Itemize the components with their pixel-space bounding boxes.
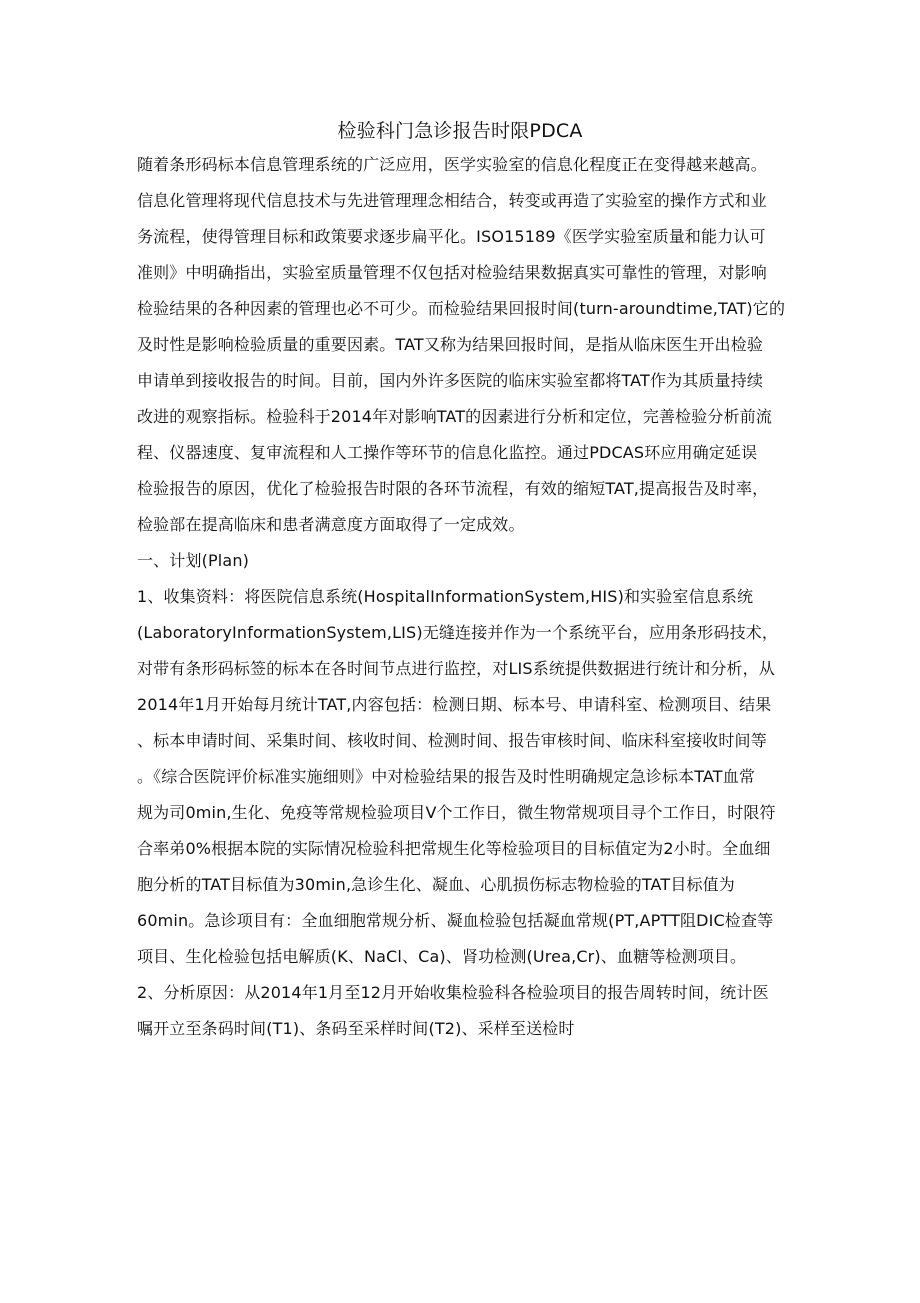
text-line: 合率弟0%根据本院的实际情况检验科把常规生化等检验项目的目标值定为2小时。全血细 (137, 839, 771, 858)
text-line: 准则》中明确指出，实验室质量管理不仅包括对检验结果数据真实可靠性的管理，对影响 (137, 263, 767, 282)
text-line: 检验部在提高临床和患者满意度方面取得了一定成效。 (137, 515, 525, 534)
text-line: 检验报告的原因，优化了检验报告时限的各环节流程，有效的缩短TAT,提高报告及时率， (137, 479, 769, 498)
text-line: 1、收集资料：将医院信息系统(HospitalInformationSystem,HIS)和实验室信息系统 (137, 587, 754, 606)
text-line: 申请单到接收报告的时间。目前，国内外许多医院的临床实验室都将TAT作为其质量持续 (137, 371, 764, 390)
text-line: 随着条形码标本信息管理系统的广泛应用，医学实验室的信息化程度正在变得越来越高。 (137, 155, 767, 174)
text-line: (LaboratoryInformationSystem,LIS)无缝连接并作为一个系统平台，应用条形码技术， (137, 623, 779, 642)
section-heading: 一、计划(Plan) (137, 551, 250, 570)
text-line: 项目、生化检验包括电解质(K、NaCl、Ca)、肾功检测(Urea,Cr)、血糖等检测项目。 (137, 947, 747, 966)
text-line: 、标本申请时间、采集时间、核收时间、检测时间、报告审核时间、临床科室接收时间等 (137, 731, 767, 750)
text-line: 检验结果的各种因素的管理也必不可少。而检验结果回报时间(turn-aroundtime,TAT)它的 (137, 299, 786, 318)
text-line: 2、分析原因：从2014年1月至12月开始收集检验科各检验项目的报告周转时间，统计医 (137, 983, 769, 1002)
text-line: 信息化管理将现代信息技术与先进管理理念相结合，转变或再造了实验室的操作方式和业 (137, 191, 767, 210)
document-title: 检验科门急诊报告时限PDCA (337, 120, 583, 142)
text-line: 2014年1月开始每月统计TAT,内容包括：检测日期、标本号、申请科室、检测项目、结果 (137, 695, 772, 714)
text-line: 程、仪器速度、复审流程和人工操作等环节的信息化监控。通过PDCAS环应用确定延误 (137, 443, 758, 462)
text-line: 胞分析的TAT目标值为30min,急诊生化、凝血、心肌损伤标志物检验的TAT目标值为 (137, 875, 735, 894)
text-line: 嘱开立至条码时间(T1)、条码至采样时间(T2)、采样至送检时 (137, 1019, 575, 1038)
text-line: 对带有条形码标签的标本在各时间节点进行监控，对LIS系统提供数据进行统计和分析，从 (137, 659, 775, 678)
text-line: 及时性是影响检验质量的重要因素。TAT又称为结果回报时间，是指从临床医生开出检验 (137, 335, 764, 354)
text-line: 。《综合医院评价标准实施细则》中对检验结果的报告及时性明确规定急诊标本TAT血常 (137, 767, 756, 786)
text-line: 规为司0min,生化、免疫等常规检验项目V个工作日，微生物常规项目寻个工作日，时限符 (137, 803, 776, 822)
text-line: 60min。急诊项目有：全血细胞常规分析、凝血检验包括凝血常规(PT,APTT阻DIC检查等 (137, 911, 774, 930)
text-line: 务流程，使得管理目标和政策要求逐步扁平化。ISO15189《医学实验室质量和能力认可 (137, 227, 766, 246)
text-line: 改进的观察指标。检验科于2014年对影响TAT的因素进行分析和定位，完善检验分析前流 (137, 407, 773, 426)
